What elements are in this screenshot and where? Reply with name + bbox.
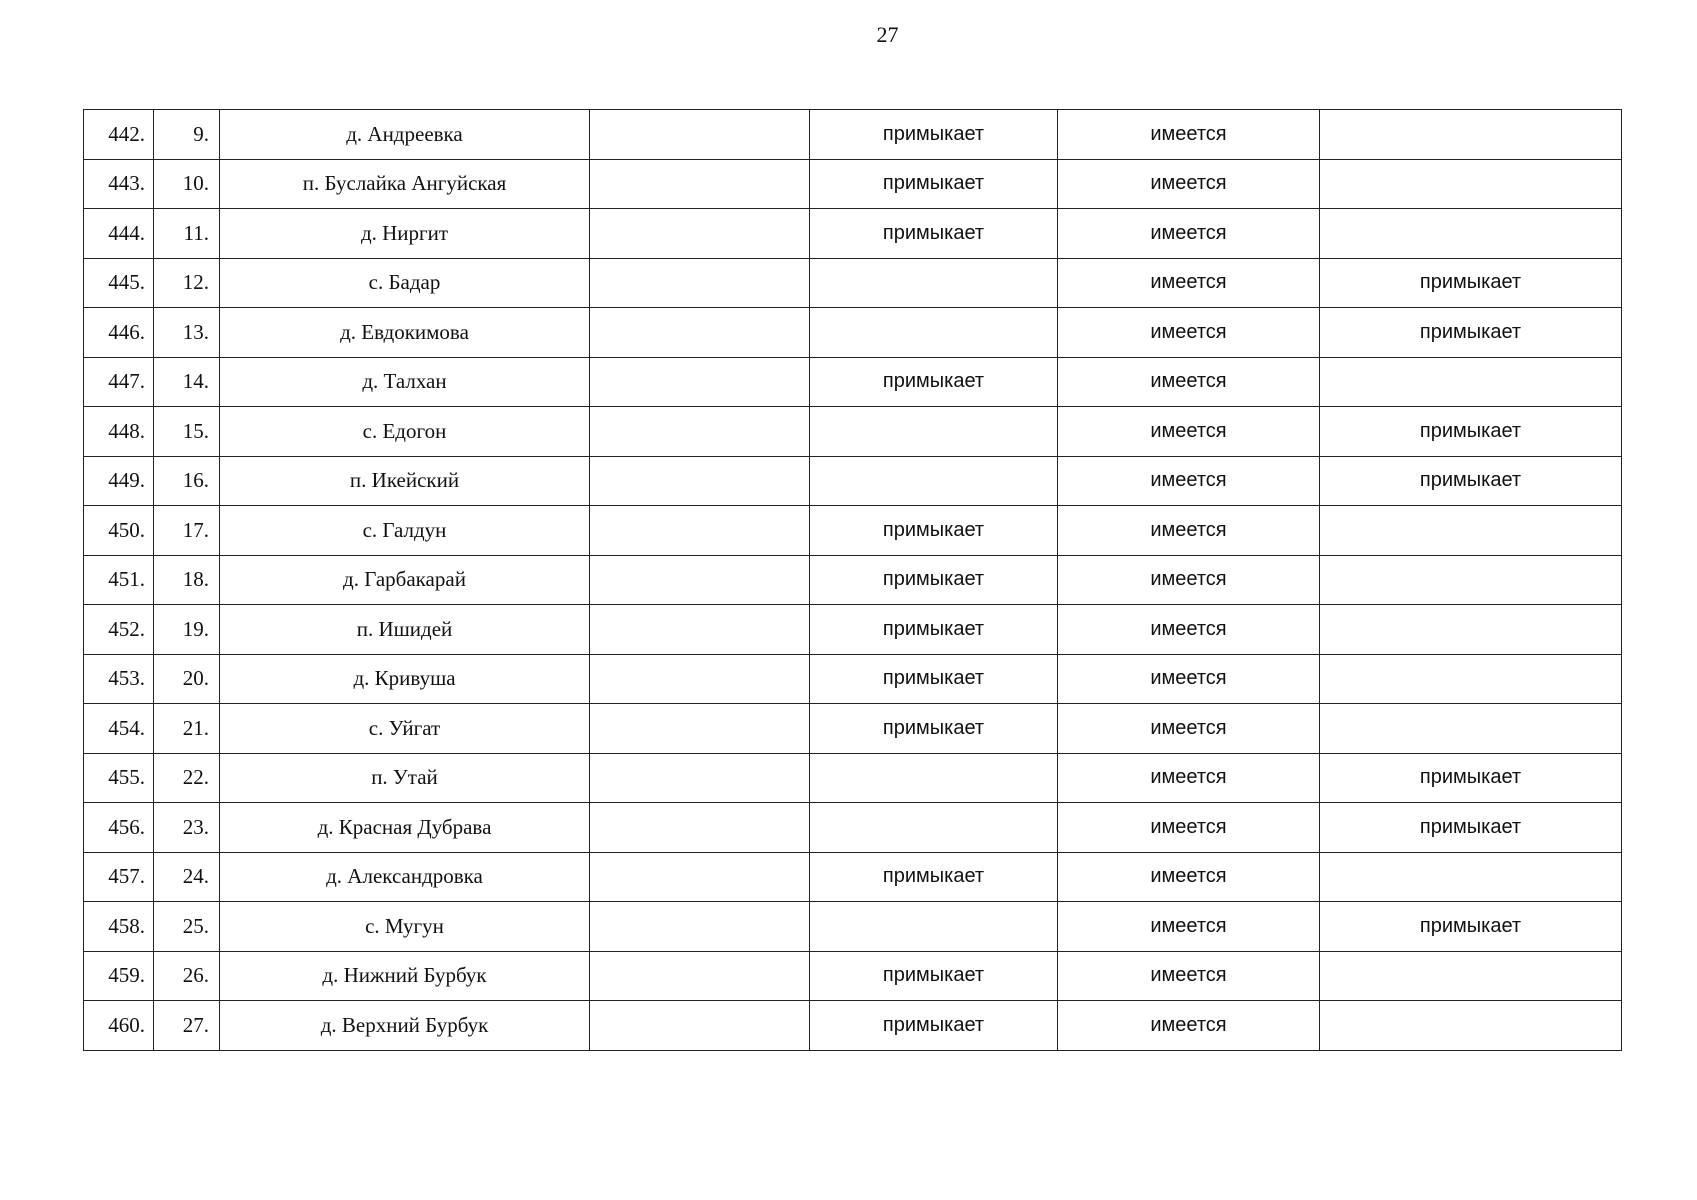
column-7-cell: примыкает bbox=[1320, 258, 1622, 308]
column-6-cell: имеется bbox=[1058, 407, 1320, 457]
column-5-cell: примыкает bbox=[810, 951, 1058, 1001]
table-row bbox=[84, 357, 1622, 407]
sub-number-cell: 26. bbox=[154, 951, 220, 1001]
sub-number-cell: 20. bbox=[154, 654, 220, 704]
column-7-cell: примыкает bbox=[1320, 456, 1622, 506]
settlements-table bbox=[83, 109, 1622, 1051]
column-6-cell: имеется bbox=[1058, 110, 1320, 160]
column-4-cell bbox=[590, 110, 810, 160]
row-number-cell: 442. bbox=[84, 110, 154, 160]
column-4-cell bbox=[590, 456, 810, 506]
column-5-cell: примыкает bbox=[810, 654, 1058, 704]
settlement-name-cell: п. Буслайка Ангуйская bbox=[220, 159, 590, 209]
sub-number-cell: 15. bbox=[154, 407, 220, 457]
settlement-name-cell: с. Мугун bbox=[220, 902, 590, 952]
row-number-cell: 458. bbox=[84, 902, 154, 952]
column-4-cell bbox=[590, 704, 810, 754]
row-number-cell: 447. bbox=[84, 357, 154, 407]
sub-number-cell: 17. bbox=[154, 506, 220, 556]
table-row bbox=[84, 258, 1622, 308]
table-row bbox=[84, 110, 1622, 160]
sub-number-cell: 22. bbox=[154, 753, 220, 803]
column-6-cell: имеется bbox=[1058, 159, 1320, 209]
table-row bbox=[84, 456, 1622, 506]
sub-number-cell: 18. bbox=[154, 555, 220, 605]
column-6-cell: имеется bbox=[1058, 605, 1320, 655]
column-6-cell: имеется bbox=[1058, 506, 1320, 556]
column-4-cell bbox=[590, 357, 810, 407]
settlement-name-cell: п. Ишидей bbox=[220, 605, 590, 655]
table-row bbox=[84, 902, 1622, 952]
settlement-name-cell: п. Утай bbox=[220, 753, 590, 803]
column-6-cell: имеется bbox=[1058, 654, 1320, 704]
settlement-name-cell: д. Красная Дубрава bbox=[220, 803, 590, 853]
column-5-cell: примыкает bbox=[810, 1001, 1058, 1051]
column-7-cell bbox=[1320, 654, 1622, 704]
row-number-cell: 453. bbox=[84, 654, 154, 704]
column-5-cell: примыкает bbox=[810, 555, 1058, 605]
column-4-cell bbox=[590, 506, 810, 556]
table-row bbox=[84, 704, 1622, 754]
settlement-name-cell: с. Уйгат bbox=[220, 704, 590, 754]
row-number-cell: 443. bbox=[84, 159, 154, 209]
column-6-cell: имеется bbox=[1058, 704, 1320, 754]
table-row bbox=[84, 654, 1622, 704]
column-5-cell bbox=[810, 407, 1058, 457]
settlement-name-cell: с. Галдун bbox=[220, 506, 590, 556]
table-body bbox=[84, 110, 1622, 1051]
column-6-cell: имеется bbox=[1058, 753, 1320, 803]
row-number-cell: 449. bbox=[84, 456, 154, 506]
column-7-cell bbox=[1320, 605, 1622, 655]
row-number-cell: 454. bbox=[84, 704, 154, 754]
column-7-cell: примыкает bbox=[1320, 407, 1622, 457]
table-row bbox=[84, 852, 1622, 902]
column-5-cell: примыкает bbox=[810, 852, 1058, 902]
row-number-cell: 444. bbox=[84, 209, 154, 259]
row-number-cell: 457. bbox=[84, 852, 154, 902]
column-6-cell: имеется bbox=[1058, 951, 1320, 1001]
column-6-cell: имеется bbox=[1058, 456, 1320, 506]
column-5-cell: примыкает bbox=[810, 159, 1058, 209]
column-7-cell: примыкает bbox=[1320, 308, 1622, 358]
sub-number-cell: 27. bbox=[154, 1001, 220, 1051]
settlement-name-cell: д. Нижний Бурбук bbox=[220, 951, 590, 1001]
column-4-cell bbox=[590, 902, 810, 952]
sub-number-cell: 23. bbox=[154, 803, 220, 853]
column-7-cell bbox=[1320, 159, 1622, 209]
settlement-name-cell: п. Икейский bbox=[220, 456, 590, 506]
column-6-cell: имеется bbox=[1058, 308, 1320, 358]
column-7-cell bbox=[1320, 357, 1622, 407]
settlement-name-cell: д. Кривуша bbox=[220, 654, 590, 704]
column-4-cell bbox=[590, 1001, 810, 1051]
column-7-cell bbox=[1320, 951, 1622, 1001]
row-number-cell: 450. bbox=[84, 506, 154, 556]
column-6-cell: имеется bbox=[1058, 803, 1320, 853]
column-4-cell bbox=[590, 951, 810, 1001]
row-number-cell: 456. bbox=[84, 803, 154, 853]
sub-number-cell: 13. bbox=[154, 308, 220, 358]
column-5-cell bbox=[810, 308, 1058, 358]
column-4-cell bbox=[590, 308, 810, 358]
settlement-name-cell: д. Ниргит bbox=[220, 209, 590, 259]
row-number-cell: 455. bbox=[84, 753, 154, 803]
column-5-cell bbox=[810, 753, 1058, 803]
table-row bbox=[84, 506, 1622, 556]
column-7-cell bbox=[1320, 555, 1622, 605]
table-row bbox=[84, 407, 1622, 457]
column-4-cell bbox=[590, 407, 810, 457]
sub-number-cell: 21. bbox=[154, 704, 220, 754]
row-number-cell: 452. bbox=[84, 605, 154, 655]
column-6-cell: имеется bbox=[1058, 902, 1320, 952]
sub-number-cell: 10. bbox=[154, 159, 220, 209]
column-7-cell bbox=[1320, 1001, 1622, 1051]
settlement-name-cell: д. Александровка bbox=[220, 852, 590, 902]
sub-number-cell: 14. bbox=[154, 357, 220, 407]
column-6-cell: имеется bbox=[1058, 1001, 1320, 1051]
sub-number-cell: 19. bbox=[154, 605, 220, 655]
column-5-cell bbox=[810, 456, 1058, 506]
column-5-cell: примыкает bbox=[810, 209, 1058, 259]
settlement-name-cell: д. Гарбакарай bbox=[220, 555, 590, 605]
sub-number-cell: 16. bbox=[154, 456, 220, 506]
column-4-cell bbox=[590, 753, 810, 803]
table-row bbox=[84, 159, 1622, 209]
row-number-cell: 448. bbox=[84, 407, 154, 457]
row-number-cell: 446. bbox=[84, 308, 154, 358]
column-7-cell bbox=[1320, 852, 1622, 902]
column-7-cell bbox=[1320, 704, 1622, 754]
table-row bbox=[84, 951, 1622, 1001]
sub-number-cell: 25. bbox=[154, 902, 220, 952]
sub-number-cell: 12. bbox=[154, 258, 220, 308]
row-number-cell: 451. bbox=[84, 555, 154, 605]
column-7-cell: примыкает bbox=[1320, 902, 1622, 952]
table-row bbox=[84, 308, 1622, 358]
column-4-cell bbox=[590, 654, 810, 704]
column-7-cell bbox=[1320, 506, 1622, 556]
sub-number-cell: 24. bbox=[154, 852, 220, 902]
column-4-cell bbox=[590, 803, 810, 853]
settlement-name-cell: д. Верхний Бурбук bbox=[220, 1001, 590, 1051]
column-5-cell: примыкает bbox=[810, 704, 1058, 754]
sub-number-cell: 11. bbox=[154, 209, 220, 259]
column-7-cell bbox=[1320, 209, 1622, 259]
settlement-name-cell: д. Талхан bbox=[220, 357, 590, 407]
column-6-cell: имеется bbox=[1058, 258, 1320, 308]
column-5-cell: примыкает bbox=[810, 506, 1058, 556]
table-row bbox=[84, 1001, 1622, 1051]
column-5-cell bbox=[810, 803, 1058, 853]
column-6-cell: имеется bbox=[1058, 852, 1320, 902]
column-5-cell: примыкает bbox=[810, 357, 1058, 407]
column-4-cell bbox=[590, 852, 810, 902]
sub-number-cell: 9. bbox=[154, 110, 220, 160]
column-4-cell bbox=[590, 159, 810, 209]
column-4-cell bbox=[590, 555, 810, 605]
row-number-cell: 459. bbox=[84, 951, 154, 1001]
column-7-cell bbox=[1320, 110, 1622, 160]
column-5-cell bbox=[810, 258, 1058, 308]
column-5-cell bbox=[810, 902, 1058, 952]
column-4-cell bbox=[590, 605, 810, 655]
column-7-cell: примыкает bbox=[1320, 803, 1622, 853]
column-6-cell: имеется bbox=[1058, 357, 1320, 407]
settlement-name-cell: д. Андреевка bbox=[220, 110, 590, 160]
column-5-cell: примыкает bbox=[810, 605, 1058, 655]
page-number: 27 bbox=[876, 22, 899, 47]
table-row bbox=[84, 605, 1622, 655]
settlement-name-cell: с. Бадар bbox=[220, 258, 590, 308]
table-row bbox=[84, 803, 1622, 853]
table-row bbox=[84, 209, 1622, 259]
settlement-name-cell: д. Евдокимова bbox=[220, 308, 590, 358]
settlement-name-cell: с. Едогон bbox=[220, 407, 590, 457]
row-number-cell: 445. bbox=[84, 258, 154, 308]
column-7-cell: примыкает bbox=[1320, 753, 1622, 803]
column-5-cell: примыкает bbox=[810, 110, 1058, 160]
column-6-cell: имеется bbox=[1058, 209, 1320, 259]
table-row bbox=[84, 555, 1622, 605]
column-4-cell bbox=[590, 209, 810, 259]
column-6-cell: имеется bbox=[1058, 555, 1320, 605]
table-row bbox=[84, 753, 1622, 803]
row-number-cell: 460. bbox=[84, 1001, 154, 1051]
column-4-cell bbox=[590, 258, 810, 308]
